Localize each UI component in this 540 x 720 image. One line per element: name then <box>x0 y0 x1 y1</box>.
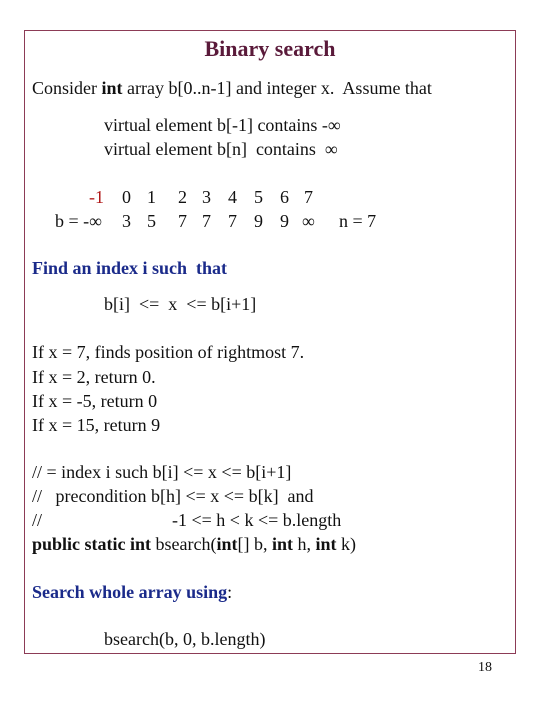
index-cell: 7 <box>304 187 313 207</box>
task-heading: Find an index i such that <box>32 258 228 278</box>
value-cell: 5 <box>147 211 156 231</box>
index-cell: 4 <box>228 187 237 207</box>
example-line: If x = 15, return 9 <box>32 415 161 435</box>
page-number: 18 <box>478 660 492 675</box>
call-line: bsearch(b, 0, b.length) <box>104 629 266 649</box>
example-line: If x = -5, return 0 <box>32 391 158 411</box>
index-cell: 3 <box>202 187 211 207</box>
method-signature: public static int bsearch(int[] b, int h, int k) <box>32 534 357 554</box>
index-minus-one: -1 <box>89 187 104 207</box>
code-comment-3-slashes: // <box>32 510 43 530</box>
value-cell: 7 <box>178 211 187 231</box>
virtual-line-2: virtual element b[n] contains ∞ <box>104 139 338 159</box>
value-cell: ∞ <box>302 211 315 231</box>
search-heading-line: Search whole array using: <box>32 582 233 602</box>
n-label: n = 7 <box>339 211 377 231</box>
code-comment-3-text: -1 <= h < k <= b.length <box>172 510 342 530</box>
index-cell: 2 <box>178 187 187 207</box>
value-cell: 7 <box>228 211 237 231</box>
index-cell: 6 <box>280 187 289 207</box>
virtual-line-1: virtual element b[-1] contains -∞ <box>104 115 341 135</box>
index-cell: 1 <box>147 187 156 207</box>
index-cell: 0 <box>122 187 131 207</box>
value-cell: 3 <box>122 211 131 231</box>
value-cell: 9 <box>280 211 289 231</box>
example-line: If x = 2, return 0. <box>32 367 156 387</box>
slide-title: Binary search <box>204 36 336 61</box>
value-cell: 7 <box>202 211 211 231</box>
example-line: If x = 7, finds position of rightmost 7. <box>32 342 305 362</box>
code-comment-1: // = index i such b[i] <= x <= b[i+1] <box>32 462 292 482</box>
values-prefix: b = -∞ <box>55 211 102 231</box>
condition-line: b[i] <= x <= b[i+1] <box>104 294 257 314</box>
value-cell: 9 <box>254 211 263 231</box>
code-comment-2: // precondition b[h] <= x <= b[k] and <box>32 486 314 506</box>
intro-line: Consider int array b[0..n-1] and integer x. Assume that <box>32 78 432 98</box>
index-cell: 5 <box>254 187 263 207</box>
